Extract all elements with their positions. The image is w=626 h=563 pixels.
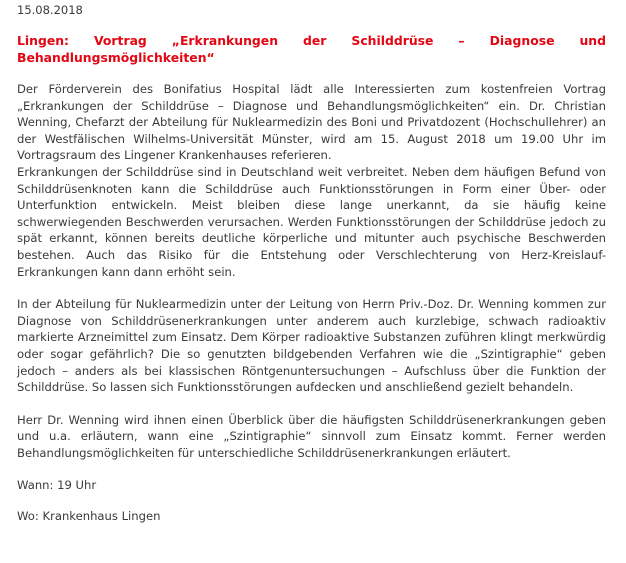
intro-paragraph: Der Förderverein des Bonifatius Hospital lädt alle Interessierten zum kostenfreien Vortrag „Erkrankungen der Schilddrüse – Diagnose und Behandlungsmöglichkeiten“ ein. Dr. Christian Wenning, Chefarzt der Abteilung für Nuklearmedizin des Boni und Privatdozent (Hochschullehrer) an der Westfälischen Wilhelms-Universität Münster, wird am 15. August 2018 um 19.00 Uhr im Vortragsraum des Lingener Krankenhauses referieren. bbox=[17, 82, 606, 163]
article bbox=[17, 0, 606, 539]
diagnosis-paragraph: In der Abteilung für Nuklearmedizin unter der Leitung von Herrn Priv.-Doz. Dr. Wenning kommen zur Diagnose von Schilddrüsenerkrankungen unter anderem auch kurzlebige, schwach radioaktiv markierte Arzneimittel zum Einsatz. Dem Körper radioaktive Substanzen zuführen klingt merkwürdig oder sogar gefährlich? Die so genutzten bildgebenden Verfahren wie die „Szintigraphie“ geben jedoch – anders als bei klassischen Röntgenuntersuchungen – Aufschluss über die Funktion der Schilddrüse. So lassen sich Funktionsstörungen aufdecken und anschließend gezielt behandeln. bbox=[17, 297, 606, 395]
event-time: Wann: 19 Uhr bbox=[17, 478, 97, 493]
background-paragraph: Erkrankungen der Schilddrüse sind in Deutschland weit verbreitet. Neben dem häufigen Befund von Schilddrüsenknoten kann die Schilddrüse auch Funktionsstörungen in Form einer Über- oder Unterfunktion entwickeln. Meist bleiben diese lange unerkannt, da sie häufig keine schwerwiegenden Beschwerden verursachen. Werden Funktionsstörungen der Schilddrüse jedoch zu spät erkannt, können bereits deutliche körperliche und mitunter auch psychische Beschwerden bestehen. Auch das Risiko für die Entstehung oder Verschlechterung von Herz-Kreislauf-Erkrankungen kann dann erhöht sein. bbox=[17, 164, 606, 279]
article-headline: Lingen: Vortrag „Erkrankungen der Schilddrüse – Diagnose und Behandlungsmöglichkeiten“ bbox=[17, 33, 606, 65]
article-date: 15.08.2018 bbox=[17, 3, 83, 17]
overview-paragraph: Herr Dr. Wenning wird ihnen einen Überblick über die häufigsten Schilddrüsenerkrankungen geben und u.a. erläutern, wann eine „Szintigraphie“ sinnvoll zum Einsatz kommt. Ferner werden Behandlungsmöglichkeiten für unterschiedliche Schilddrüsenerkrankungen erläutert. bbox=[17, 412, 606, 460]
event-location: Wo: Krankenhaus Lingen bbox=[17, 509, 161, 524]
